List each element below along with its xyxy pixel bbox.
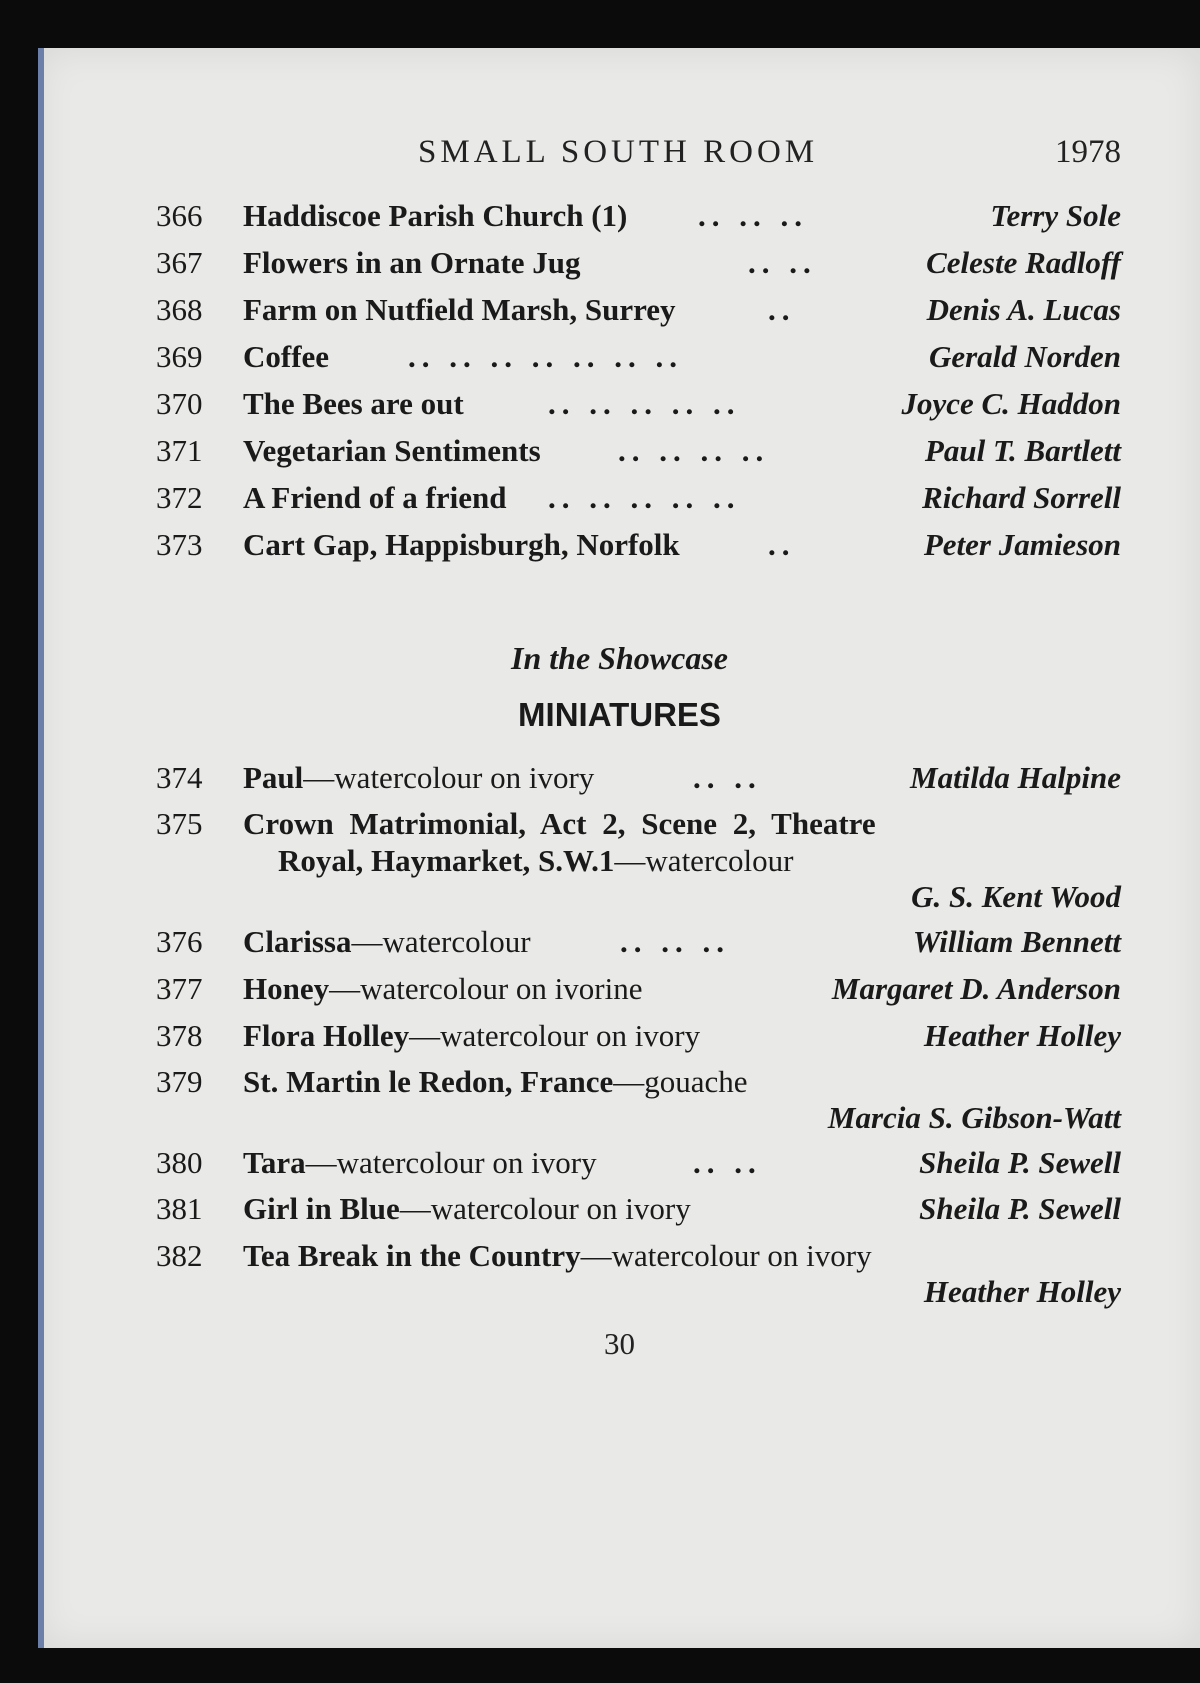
leader-dots: .. .. .. .. .. <box>548 480 741 515</box>
entry-medium: —gouache <box>613 1064 748 1099</box>
entry-number: 368 <box>156 292 203 327</box>
leader-dots: .. .. .. .. .. <box>548 386 741 421</box>
entry-number: 381 <box>156 1191 203 1226</box>
entry-number: 373 <box>156 527 203 562</box>
entry-number: 374 <box>156 760 203 795</box>
entry-artist: Matilda Halpine <box>910 760 1121 795</box>
entry-number: 375 <box>156 806 203 841</box>
leader-dots: .. <box>768 292 796 327</box>
title-name: Paul <box>243 760 304 795</box>
entry-title: Vegetarian Sentiments <box>243 433 541 468</box>
entry-medium: —watercolour on ivory <box>303 760 595 795</box>
entry-medium: —watercolour on ivory <box>305 1145 597 1180</box>
entry-title: The Bees are out <box>243 386 464 421</box>
catalogue-page <box>38 48 1200 1648</box>
entry-number: 371 <box>156 433 203 468</box>
entry-artist: Heather Holley <box>923 1018 1121 1053</box>
section-heading: MINIATURES <box>518 696 721 733</box>
entry-medium: —watercolour on ivory <box>580 1238 872 1273</box>
entry-title: Flowers in an Ornate Jug <box>243 245 581 280</box>
entry-title <box>243 924 531 960</box>
leader-dots: .. .. .. .. <box>618 433 770 468</box>
room-title: SMALL SOUTH ROOM <box>418 134 819 170</box>
title-name: Tea Break in the Country <box>243 1238 581 1273</box>
entry-number: 379 <box>156 1064 203 1099</box>
leader-dots: .. .. .. <box>620 924 730 959</box>
entry-artist: Sheila P. Sewell <box>919 1191 1121 1226</box>
entry-title <box>243 1238 872 1274</box>
entry-title: A Friend of a friend <box>243 480 507 515</box>
entry-title <box>243 1064 748 1100</box>
entry-artist: Marcia S. Gibson-Watt <box>827 1100 1121 1135</box>
section-intro: In the Showcase <box>511 640 728 676</box>
entry-artist: Terry Sole <box>990 198 1121 233</box>
entry-title <box>243 1145 597 1181</box>
running-header <box>38 134 1200 174</box>
entry-number: 382 <box>156 1238 203 1273</box>
entry-number: 366 <box>156 198 203 233</box>
entry-number: 369 <box>156 339 203 374</box>
entry-number: 378 <box>156 1018 203 1053</box>
entry-artist: Richard Sorrell <box>922 480 1121 515</box>
entry-number: 367 <box>156 245 203 280</box>
entry-number: 376 <box>156 924 203 959</box>
title-name: St. Martin le Redon, France <box>243 1064 614 1099</box>
entry-number: 370 <box>156 386 203 421</box>
entry-title <box>243 971 642 1007</box>
entry-medium: —watercolour on ivory <box>409 1018 701 1053</box>
entry-number: 377 <box>156 971 203 1006</box>
entry-artist: Joyce C. Haddon <box>901 386 1121 421</box>
title-name: Flora Holley <box>243 1018 410 1053</box>
entry-medium: —watercolour on ivory <box>399 1191 691 1226</box>
catalogue-year: 1978 <box>1055 134 1121 170</box>
entry-artist: Peter Jamieson <box>923 527 1121 562</box>
entry-title: Cart Gap, Happisburgh, Norfolk <box>243 527 680 562</box>
entry-title <box>243 1018 700 1054</box>
entry-title: Farm on Nutfield Marsh, Surrey <box>243 292 676 327</box>
entry-medium: —watercolour on ivorine <box>329 971 643 1006</box>
entry-number: 372 <box>156 480 203 515</box>
entry-artist: Heather Holley <box>923 1274 1121 1309</box>
page-number: 30 <box>604 1326 635 1361</box>
entry-title: Haddiscoe Parish Church (1) <box>243 198 628 233</box>
leader-dots: .. .. .. <box>698 198 808 233</box>
entry-artist: William Bennett <box>912 924 1121 959</box>
entry-title: Crown Matrimonial, Act 2, Scene 2, Theatre <box>243 806 876 841</box>
leader-dots: .. <box>768 527 796 562</box>
leader-dots: .. .. <box>693 760 762 795</box>
title-name: Girl in Blue <box>243 1191 400 1226</box>
leader-dots: .. .. <box>748 245 817 280</box>
entry-title-continued <box>278 843 793 879</box>
title-name-cont: Royal, Haymarket, S.W.1 <box>278 843 615 878</box>
entry-title <box>243 1191 691 1227</box>
title-name: Clarissa <box>243 924 352 959</box>
entry-artist: Celeste Radloff <box>926 245 1121 280</box>
entry-artist: Paul T. Bartlett <box>924 433 1121 468</box>
entry-medium: —watercolour <box>351 924 531 959</box>
entry-artist: G. S. Kent Wood <box>911 879 1121 914</box>
entry-artist: Denis A. Lucas <box>926 292 1121 327</box>
title-name: Honey <box>243 971 330 1006</box>
entry-title <box>243 760 594 796</box>
entry-medium: —watercolour <box>614 843 794 878</box>
entry-number: 380 <box>156 1145 203 1180</box>
entry-artist: Sheila P. Sewell <box>919 1145 1121 1180</box>
title-name: Tara <box>243 1145 306 1180</box>
entry-title: Coffee <box>243 339 330 374</box>
entry-artist: Margaret D. Anderson <box>831 971 1121 1006</box>
entry-artist: Gerald Norden <box>928 339 1121 374</box>
leader-dots: .. .. <box>693 1145 762 1180</box>
leader-dots: .. .. .. .. .. .. .. <box>408 339 683 374</box>
